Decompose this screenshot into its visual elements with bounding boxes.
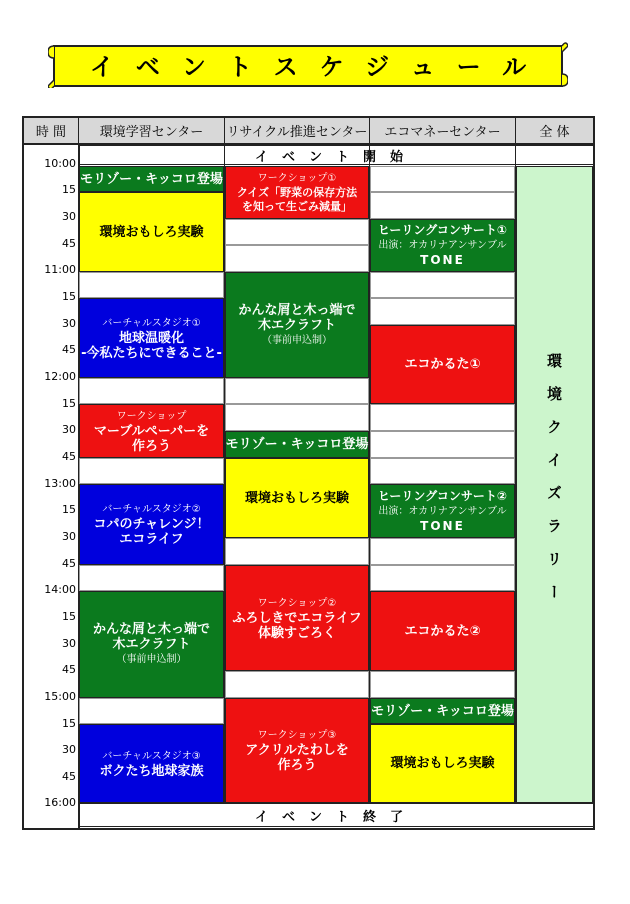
event-healing-concert-2[interactable] xyxy=(370,484,515,538)
event-line: モリゾー・キッコロ登場 xyxy=(80,171,223,187)
header-ecomoney-center: エコマネーセンター xyxy=(370,118,516,145)
event-line: モリゾー・キッコロ登場 xyxy=(371,703,514,719)
header-time: 時 間 xyxy=(24,118,79,145)
time-label: 15 xyxy=(62,610,76,623)
event-virtual-studio-3[interactable] xyxy=(79,724,224,803)
empty-slot xyxy=(370,166,515,192)
event-line: -今私たちにできること- xyxy=(81,345,222,361)
event-line: クイズ「野菜の保存方法 xyxy=(236,185,358,199)
empty-slot xyxy=(370,298,515,325)
event-line: ヒーリングコンサート① xyxy=(377,223,508,237)
event-eco-karuta-1[interactable] xyxy=(370,325,515,404)
event-workshop-marble-paper[interactable] xyxy=(79,404,224,458)
event-eco-karuta-2[interactable] xyxy=(370,591,515,671)
event-line: 木エクラフト xyxy=(257,317,336,333)
event-line: ワークショップ③ xyxy=(257,730,337,741)
time-label: 45 xyxy=(62,450,76,463)
event-line: エコライフ xyxy=(119,532,184,547)
event-line: エコかるた① xyxy=(404,357,481,372)
time-label: 14:00 xyxy=(44,583,76,596)
event-line: 作ろう xyxy=(131,438,171,454)
event-line: かんな屑と木っ端で xyxy=(92,622,210,637)
event-line: （事前申込制） xyxy=(116,654,187,665)
event-morizo-kikkoro[interactable] xyxy=(79,166,224,192)
event-line: エコかるた② xyxy=(404,623,481,639)
empty-slot xyxy=(79,565,224,591)
event-line: 環境おもしろ実験 xyxy=(390,756,495,771)
time-label: 13:00 xyxy=(44,477,76,490)
event-line: コパのチャレンジ！ xyxy=(93,517,210,532)
empty-slot xyxy=(79,272,224,298)
event-healing-concert-1[interactable] xyxy=(370,219,515,272)
header-overall: 全 体 xyxy=(516,118,593,145)
event-env-experiment[interactable] xyxy=(370,724,515,803)
header-recycle-center: リサイクル推進センター xyxy=(225,118,370,145)
event-line: ワークショップ① xyxy=(257,172,337,184)
event-line: 出演：オカリナアンサンブル xyxy=(378,505,507,517)
empty-slot xyxy=(225,219,369,245)
empty-slot xyxy=(370,458,515,484)
event-quiz-rally[interactable] xyxy=(516,166,593,803)
event-line: TONE xyxy=(420,518,465,533)
event-workshop-furoshiki[interactable] xyxy=(225,565,369,671)
time-label: 15:00 xyxy=(44,690,76,703)
event-line: （事前申込制） xyxy=(262,334,332,346)
empty-slot xyxy=(225,245,369,272)
event-start-row: イベント開始 xyxy=(79,145,593,165)
time-label: 45 xyxy=(62,557,76,570)
time-label: 15 xyxy=(62,503,76,516)
event-line: 出演：オカリナアンサンブル xyxy=(378,240,507,251)
event-line: ワークショップ xyxy=(116,410,187,422)
empty-slot xyxy=(225,404,369,431)
time-label: 30 xyxy=(62,317,76,330)
empty-slot xyxy=(79,698,224,724)
event-line: 環境クイズラリー xyxy=(545,352,563,617)
event-line: アクリルたわしを xyxy=(245,743,349,758)
event-wood-craft[interactable] xyxy=(225,272,369,378)
time-label: 45 xyxy=(62,237,76,250)
time-label: 16:00 xyxy=(44,796,76,809)
time-label: 15 xyxy=(62,717,76,730)
empty-slot xyxy=(225,378,369,404)
time-label: 12:00 xyxy=(44,370,76,383)
time-label: 45 xyxy=(62,770,76,783)
empty-slot xyxy=(370,431,515,458)
empty-slot xyxy=(225,538,369,565)
empty-slot xyxy=(79,458,224,484)
empty-slot xyxy=(370,538,515,565)
event-line: 環境おもしろ実験 xyxy=(99,224,204,240)
event-line: ふろしきでエコライフ xyxy=(232,610,362,626)
empty-slot xyxy=(225,671,369,698)
event-morizo-kikkoro[interactable] xyxy=(225,431,369,458)
event-env-experiment[interactable] xyxy=(79,192,224,272)
time-label: 30 xyxy=(62,210,76,223)
event-workshop-quiz[interactable] xyxy=(225,166,369,219)
time-label: 15 xyxy=(62,397,76,410)
event-line: モリゾー・キッコロ登場 xyxy=(225,437,369,452)
empty-slot xyxy=(79,378,224,404)
event-line: バーチャルスタジオ① xyxy=(102,317,201,329)
event-line: 木エクラフト xyxy=(112,637,191,652)
time-label: 45 xyxy=(62,343,76,356)
time-label: 10:00 xyxy=(44,157,76,170)
event-line: かんな屑と木っ端で xyxy=(238,302,356,318)
event-line: マーブルペーパーを xyxy=(93,423,210,439)
time-label: 30 xyxy=(62,423,76,436)
event-end-row: イベント終了 xyxy=(79,803,593,827)
event-line: バーチャルスタジオ② xyxy=(102,504,201,515)
event-morizo-kikkoro[interactable] xyxy=(370,698,515,724)
empty-slot xyxy=(370,404,515,431)
time-label: 30 xyxy=(62,530,76,543)
time-label: 15 xyxy=(62,183,76,196)
event-line: 環境おもしろ実験 xyxy=(244,490,349,506)
event-line: ヒーリングコンサート② xyxy=(377,488,508,503)
event-env-experiment[interactable] xyxy=(225,458,369,538)
event-virtual-studio-1[interactable] xyxy=(79,298,224,378)
event-wood-craft[interactable] xyxy=(79,591,224,698)
event-line: 作ろう xyxy=(277,758,317,773)
empty-slot xyxy=(370,671,515,698)
event-workshop-acrylic[interactable] xyxy=(225,698,369,803)
empty-slot xyxy=(370,565,515,591)
page-title: イベントスケジュール xyxy=(89,52,549,81)
event-line: 地球温暖化 xyxy=(118,330,184,346)
empty-slot xyxy=(370,272,515,298)
empty-slot xyxy=(370,192,515,219)
event-virtual-studio-2[interactable] xyxy=(79,484,224,565)
event-line: バーチャルスタジオ③ xyxy=(102,750,201,762)
event-line: ワークショップ② xyxy=(257,597,337,609)
time-label: 45 xyxy=(62,663,76,676)
time-label: 15 xyxy=(62,290,76,303)
event-line: ボクたち地球家族 xyxy=(99,763,204,779)
header-env-center: 環境学習センター xyxy=(79,118,225,145)
time-label: 30 xyxy=(62,637,76,650)
time-label: 11:00 xyxy=(44,263,76,276)
event-line: TONE xyxy=(420,253,465,267)
event-line: 体験すごろく xyxy=(257,625,336,641)
time-label: 30 xyxy=(62,743,76,756)
event-line: を知って生ごみ減量」 xyxy=(242,199,352,213)
